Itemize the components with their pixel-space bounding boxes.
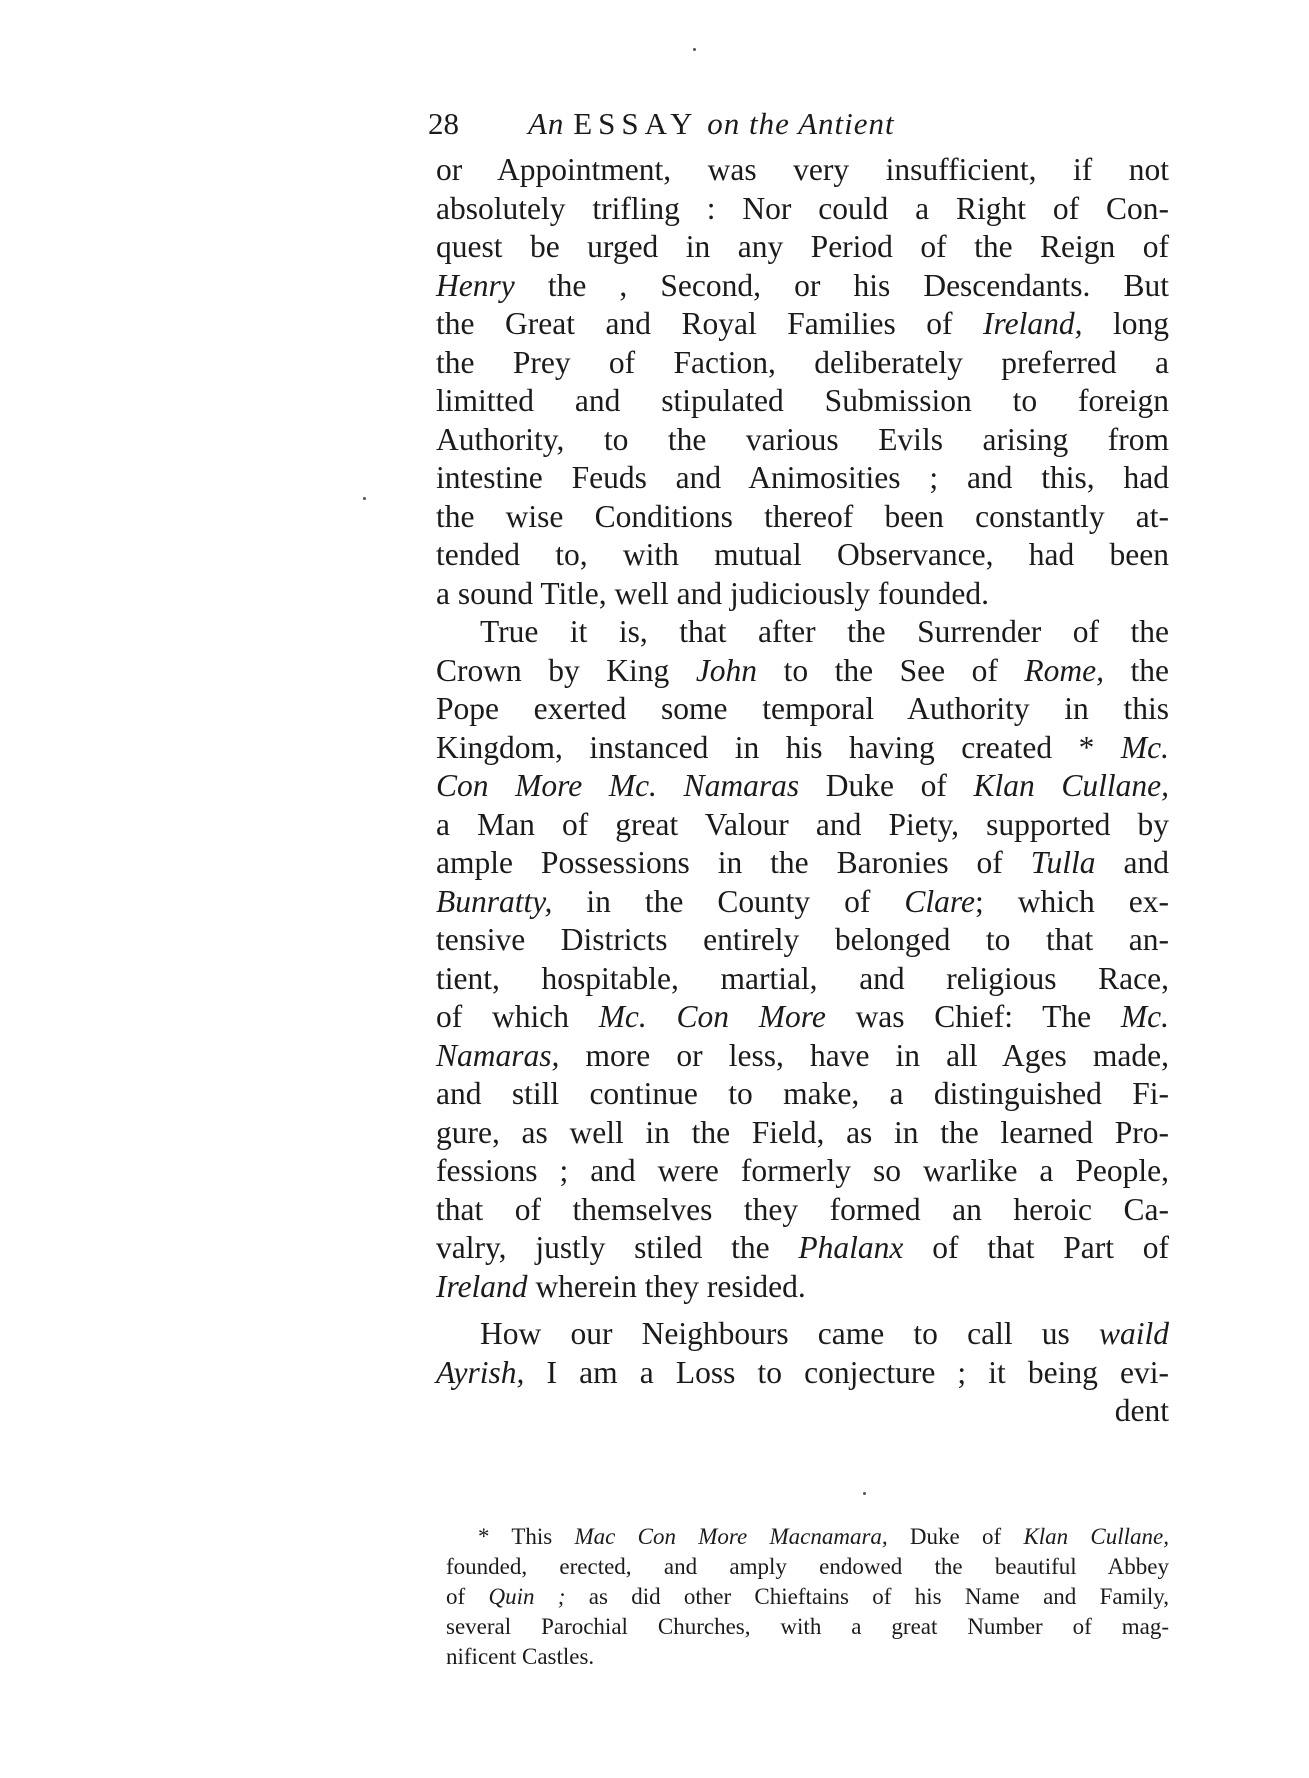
text-span: more or less, have in all Ages made, (585, 1037, 1169, 1073)
italic-name: Mac Con More Macnamara, (574, 1524, 888, 1549)
running-title-an: An (528, 106, 565, 141)
running-header (428, 102, 1168, 146)
italic-name: Bunratty, (436, 883, 553, 919)
text-span: to the See of (783, 652, 998, 688)
text-line (436, 1354, 1169, 1393)
text-span: How our Neighbours came to call us (480, 1316, 1070, 1351)
text-line (436, 1268, 1169, 1307)
text-span: Duke of (909, 1524, 1002, 1549)
text-line: limitted and stipulated Submission to foreign (436, 383, 1169, 418)
footnote-line (446, 1522, 1169, 1552)
text-span: as did other Chieftains of his Name and Family, (588, 1584, 1169, 1609)
text-line (436, 767, 1169, 806)
text-line (436, 652, 1169, 691)
running-title (528, 102, 895, 146)
text-line: intestine Feuds and Animosities ; and this, had (436, 460, 1169, 495)
text-line (436, 998, 1169, 1037)
text-line (436, 729, 1169, 768)
text-span: in the County of (586, 883, 871, 919)
text-span: was Chief: The (855, 999, 1092, 1034)
italic-name: Namaras, (436, 1037, 560, 1073)
italic-name: Ireland, (983, 306, 1083, 341)
text-line: tient, hospitable, martial, and religious Race, (436, 960, 1169, 996)
text-line: a sound Title, well and judiciously founded. (436, 575, 989, 611)
text-span: Kingdom, instanced in his having created * (436, 729, 1095, 765)
text-span: I am a Loss to conjecture ; it being evi- (546, 1354, 1170, 1390)
text-span: Crown by King (436, 652, 670, 688)
text-span: and (1123, 845, 1169, 880)
footnote-line: several Parochial Churches, with a great Number of mag- (446, 1614, 1169, 1639)
italic-name: Mc. (1120, 999, 1169, 1034)
italic-name: John (695, 652, 758, 688)
italic-name: Clare (904, 883, 976, 919)
text-line (436, 1315, 1169, 1354)
text-line (436, 305, 1169, 344)
italic-name: Henry (436, 267, 515, 303)
text-span: the (1130, 652, 1170, 688)
footnote-line: nificent Castles. (446, 1644, 595, 1669)
italic-name: Quin ; (488, 1584, 566, 1609)
text-line: tensive Districts entirely belonged to that an- (436, 922, 1169, 957)
italic-name: Klan Cullane, (1023, 1524, 1170, 1549)
text-span: long (1113, 306, 1170, 341)
text-span: of which (436, 999, 569, 1034)
footnote-line: founded, erected, and amply endowed the beautiful Abbey (446, 1554, 1169, 1579)
text-line: Pope exerted some temporal Authority in this (436, 691, 1169, 726)
text-line (436, 1037, 1169, 1076)
text-span: wherein they resided. (535, 1268, 806, 1304)
italic-name: Klan Cullane, (973, 768, 1169, 803)
running-title-essay: ESSAY (573, 106, 699, 141)
text-line: that of themselves they formed an heroic Ca- (436, 1191, 1169, 1227)
text-line (436, 883, 1169, 922)
text-line: a Man of great Valour and Piety, supported by (436, 806, 1169, 842)
italic-name: Con More Mc. Namaras (436, 768, 800, 803)
text-line: quest be urged in any Period of the Reign of (436, 229, 1169, 264)
italic-name: Ireland (436, 1268, 528, 1304)
paragraph-gap (436, 1306, 1169, 1315)
italic-name: Ayrish, (436, 1354, 525, 1390)
text-span: the Great and Royal Families of (436, 306, 953, 341)
text-line (436, 844, 1169, 883)
text-span: ample Possessions in the Baronies of (436, 845, 1003, 880)
scan-speck (693, 48, 696, 51)
footnote (446, 1522, 1169, 1672)
running-title-rest: on the Antient (707, 106, 895, 141)
text-span: ; which ex- (975, 883, 1169, 919)
page-number: 28 (428, 106, 459, 141)
text-line: and still continue to make, a distinguished Fi- (436, 1076, 1169, 1111)
italic-name: Tulla (1030, 845, 1096, 880)
text-line: gure, as well in the Field, as in the learned Pro- (436, 1114, 1169, 1150)
italic-name: waild (1099, 1316, 1170, 1351)
catchword: dent (1114, 1393, 1169, 1428)
main-text (436, 151, 1169, 1431)
text-span: * This (478, 1524, 553, 1549)
text-line: fessions ; and were formerly so warlike a People, (436, 1153, 1169, 1188)
text-line: Authority, to the various Evils arising from (436, 421, 1169, 457)
text-line (436, 267, 1169, 306)
italic-name: Rome, (1024, 652, 1105, 688)
text-span: of (446, 1584, 466, 1609)
text-line: absolutely trifling : Nor could a Right of Con- (436, 190, 1169, 226)
italic-name: Mc. Con More (598, 999, 826, 1034)
text-line: the wise Conditions thereof been constantly at- (436, 498, 1169, 534)
italic-name: Mc. (1120, 729, 1169, 765)
italic-name: Phalanx (798, 1230, 904, 1265)
scan-speck (863, 1492, 866, 1495)
text-span: of that Part of (932, 1230, 1169, 1265)
scan-speck (363, 497, 366, 500)
text-line (436, 1229, 1169, 1268)
text-line: or Appointment, was very insufficient, if not (436, 152, 1169, 187)
text-span: Duke of (825, 768, 947, 803)
text-line: tended to, with mutual Observance, had been (436, 537, 1169, 572)
text-line: True it is, that after the Surrender of the (480, 614, 1169, 649)
text-span: the , Second, or his Descendants. But (547, 267, 1170, 303)
footnote-line (446, 1582, 1169, 1612)
text-line: the Prey of Faction, deliberately preferred a (436, 344, 1169, 380)
text-span: valry, justly stiled the (436, 1230, 770, 1265)
